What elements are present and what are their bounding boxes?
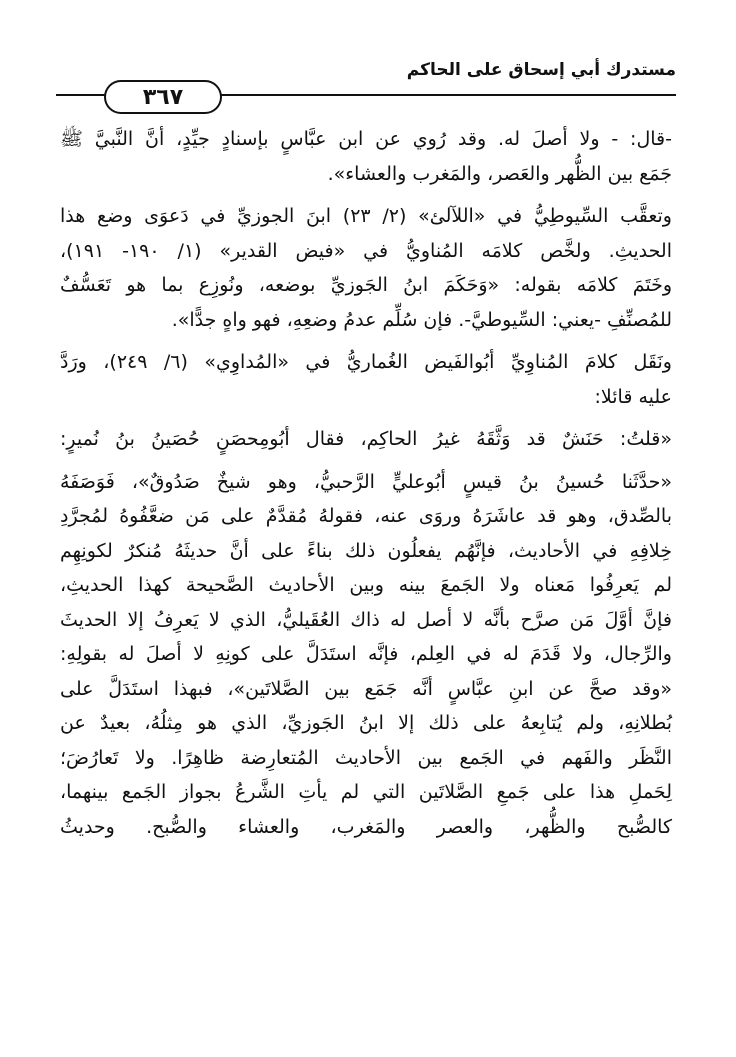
text-line: والرِّجال، ولا قَدَمَ له في العِلم، فإنَّه استَدَلَّ على كونِهِ لا أصلَ له بقولِهِ:: [60, 643, 672, 665]
text-line: «وقد صحَّ عن ابنِ عبَّاسٍ أنَّه جَمَع بين الصَّلاتَين»، فبهذا استَدَلَّ على: [60, 677, 672, 700]
text-line: بالصِّدق، وهو قد عاشَرَهُ وروَى عنه، فقولهُ مُقدَّمٌ على مَن ضعَّفُوهُ لمُجرَّدِ: [60, 505, 672, 527]
text-line: لِحَملِ هذا على جَمعِ الصَّلاتَين التي لم يأتِ الشَّرعُ بجواز الجَمع بينهما،: [60, 781, 672, 803]
text-line: النَّظَر والفَهم في الجَمع بين الأحاديث المُتعارِضة ظاهِرًا. ولا تَعارُضَ؛: [60, 746, 672, 769]
text-line: الحديثِ. ولخَّص كلامَه المُناويُّ في «فيض القدير» (١/ ١٩٠- ١٩١)،: [60, 239, 672, 262]
text-line: للمُصنِّفِ -يعني: السِّيوطيَّ-. فإن سُلِّم عدمُ وضعِهِ، فهو واهٍ جدًّا».: [171, 308, 672, 331]
text-line: وتعقَّب السِّيوطِيُّ في «اللآلئ» (٢/ ٢٣) ابنَ الجوزيِّ في دَعوَى وضع هذا: [60, 205, 672, 227]
page-body: [60, 122, 672, 844]
text-line: لم يَعرِفُوا مَعناه ولا الجَمعَ بينه وبين الأحاديث الصَّحيحة كهذا الحديثِ،: [60, 574, 672, 596]
page-number: ٣٦٧: [142, 84, 184, 110]
text-line: بُطلانِهِ، ولم يُتابِعهُ على ذلك إلا ابنُ الجَوزيِّ، الذي هو مِثلُهُ، بعيدٌ عن: [60, 712, 672, 734]
text-line: جَمَع بين الظُّهر والعَصر، والمَغرب والعشاء».: [327, 162, 672, 185]
text-line: ونَقَل كلامَ المُناوِيِّ أبُوالفَيض الغُماريُّ في «المُداوِي» (٦/ ٢٤٩)، ورَدَّ: [60, 351, 672, 373]
text-line: فإنَّ أوَّلَ مَن صرَّح بأنَّه لا أصل له ذاك العُقَيليُّ، الذي لا يَعرِفُ إلا الحديثَ: [60, 608, 672, 631]
text-line: «حدَّثَنا حُسينُ بنُ قيسٍ أبُوعليٍّ الرَّحبيُّ، وهو شيخٌ صَدُوقٌ»، فَوَصَفَهُ: [60, 470, 672, 493]
text-line: كالصُّبح والظُّهر، والعصر والمَغرب، والعشاء والصُّبح. وحديثُ: [60, 815, 672, 838]
text-line: خِلافِهِ في الأحاديث، فإنَّهُم يفعلُون ذلك بناءً على أنَّ حديثَهُ مُنكرٌ لكونِهِم: [60, 539, 672, 562]
page-number-badge: [104, 80, 222, 114]
page-header: [56, 50, 676, 110]
text-line: وخَتَمَ كلامَه بقوله: «وَحَكَمَ ابنُ الجَوزيِّ بوضعه، ونُوزِع بما هو تَعَسُّفٌ: [60, 274, 672, 296]
text-line: عليه قائلا:: [594, 385, 672, 408]
text-line: «قلتُ: حَنَشٌ قد وَثَّقَهُ غيرُ الحاكِم، فقال أبُومِحصَنٍ حُصَينُ بنُ نُميرٍ:: [60, 428, 672, 450]
running-title: مستدرك أبي إسحاق على الحاكم: [406, 60, 676, 80]
text-line: -قال: - ولا أصلَ له. وقد رُوي عن ابن عبَّاسٍ بإسنادٍ جيِّدٍ، أنَّ النَّبيَّ ﷺ: [60, 128, 672, 150]
